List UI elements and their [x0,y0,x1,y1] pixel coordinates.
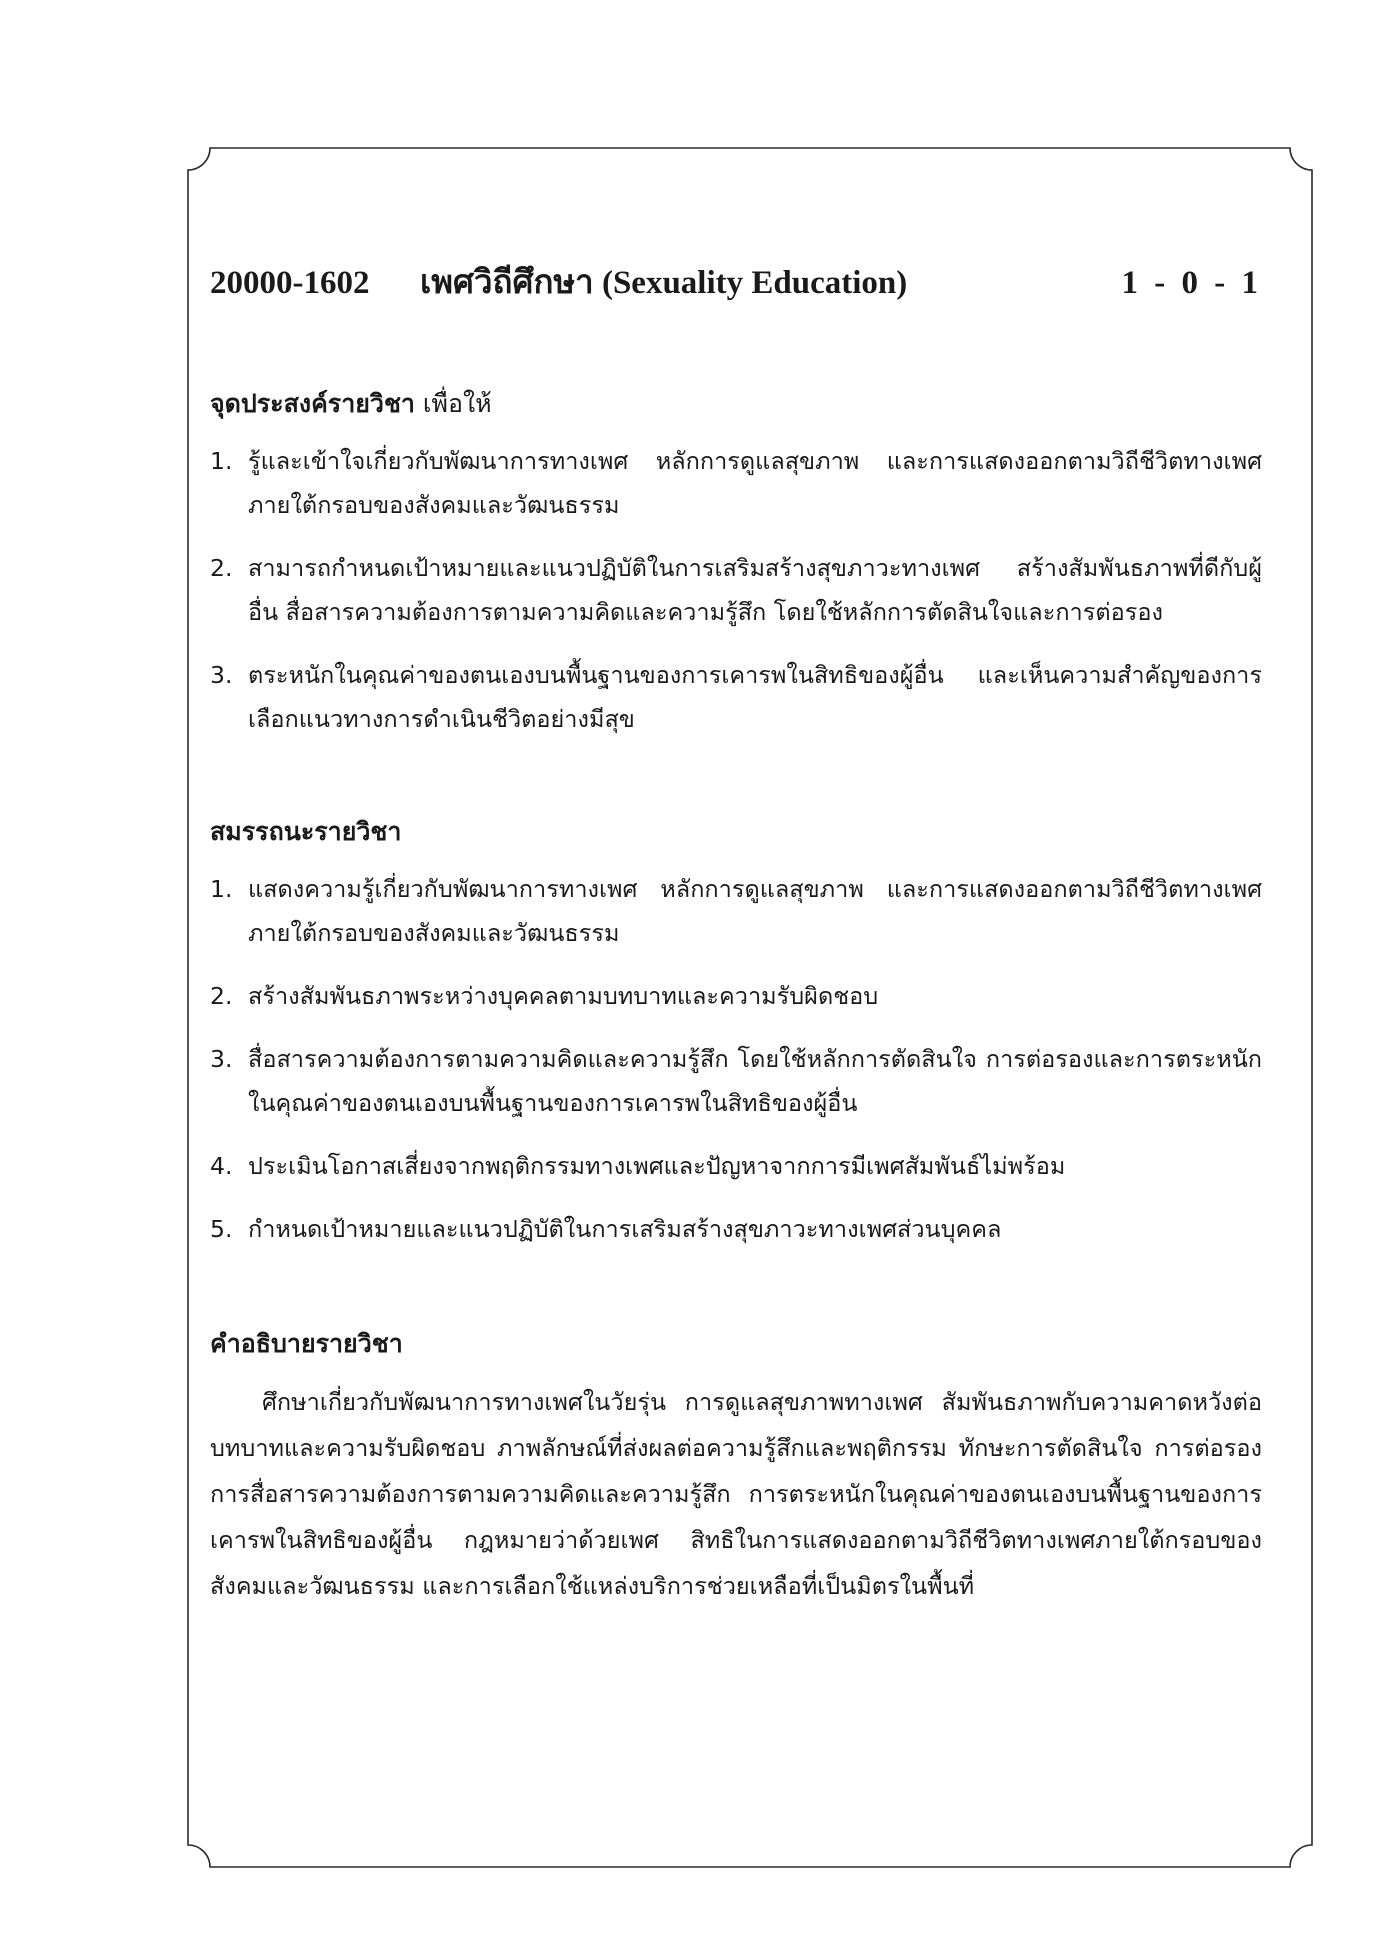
item-number: 5. [210,1215,233,1243]
item-number: 1. [210,875,233,903]
item-number: 2. [210,554,233,582]
item-text: กำหนดเป้าหมายและแนวปฏิบัติในการเสริมสร้างสุขภาวะทางเพศส่วนบุคคล [248,1215,1002,1243]
course-title: เพศวิถีศึกษา (Sexuality Education) [420,265,908,301]
competency-item [210,1037,1262,1125]
course-header [210,255,1262,315]
item-text: แสดงความรู้เกี่ยวกับพัฒนาการทางเพศ หลักการดูแลสุขภาพ และการแสดงออกตามวิถีชีวิตทางเพศ ภายใต้กรอบของสังคมและวัฒนธรรม [248,875,1262,947]
item-text: สร้างสัมพันธภาพระหว่างบุคคลตามบทบาทและความรับผิดชอบ [248,982,879,1010]
competency-item [210,1144,1262,1188]
course-description: ศึกษาเกี่ยวกับพัฒนาการทางเพศในวัยรุ่น การดูแลสุขภาพทางเพศ สัมพันธภาพกับความคาดหวังต่อบทบาทและความรับผิดชอบ ภาพลักษณ์ที่ส่งผลต่อความรู้สึกและพฤติกรรม ทักษะการตัดสินใจ การต่อรอง การสื่อสารความต้องการตามความคิดและความรู้สึก การตระหนักในคุณค่าของตนเองบนพื้นฐานของการเคารพในสิทธิของผู้อื่น กฎหมายว่าด้วยเพศ สิทธิในการแสดงออกตามวิถีชีวิตทางเพศภายใต้กรอบของสังคมและวัฒนธรรม และการเลือกใช้แหล่งบริการช่วยเหลือที่เป็นมิตรในพื้นที่ [210,1388,1262,1600]
course-document [210,255,1262,1609]
objectives-heading-text: จุดประสงค์รายวิชา [210,389,415,418]
objectives-heading [210,387,1262,421]
competency-item [210,867,1262,955]
item-number: 4. [210,1152,233,1180]
objectives-heading-suffix: เพื่อให้ [414,389,492,418]
objective-item [210,653,1262,741]
item-number: 1. [210,447,233,475]
course-credits: 1 - 0 - 1 [1121,265,1262,301]
competency-item [210,974,1262,1018]
objectives-list [210,439,1262,741]
objective-item [210,546,1262,634]
item-text: สื่อสารความต้องการตามความคิดและความรู้สึก โดยใช้หลักการตัดสินใจ การต่อรองและการตระหนัก ในคุณค่าของตนเองบนพื้นฐานของการเคารพในสิทธิของผู้อื่น [248,1045,1262,1117]
item-number: 2. [210,982,233,1010]
item-number: 3. [210,1045,233,1073]
item-text: ตระหนักในคุณค่าของตนเองบนพื้นฐานของการเคารพในสิทธิของผู้อื่น และเห็นความสำคัญของการเลือกแนวทางการดำเนินชีวิตอย่างมีสุข [248,661,1262,733]
course-code: 20000-1602 [210,265,370,301]
competency-heading: สมรรถนะรายวิชา [210,817,402,846]
objective-item [210,439,1262,527]
competency-list [210,867,1262,1251]
item-number: 3. [210,661,233,689]
description-heading: คำอธิบายรายวิชา [210,1329,403,1358]
item-text: รู้และเข้าใจเกี่ยวกับพัฒนาการทางเพศ หลักการดูแลสุขภาพ และการแสดงออกตามวิถีชีวิตทางเพศ ภายใต้กรอบของสังคมและวัฒนธรรม [248,447,1262,519]
competency-item [210,1207,1262,1251]
item-text: สามารถกำหนดเป้าหมายและแนวปฏิบัติในการเสริมสร้างสุขภาวะทางเพศ สร้างสัมพันธภาพที่ดีกับผู้อื่น สื่อสารความต้องการตามความคิดและความรู้สึก โดยใช้หลักการตัดสินใจและการต่อรอง [248,554,1262,626]
item-text: ประเมินโอกาสเสี่ยงจากพฤติกรรมทางเพศและปัญหาจากการมีเพศสัมพันธ์ไม่พร้อม [248,1152,1066,1180]
